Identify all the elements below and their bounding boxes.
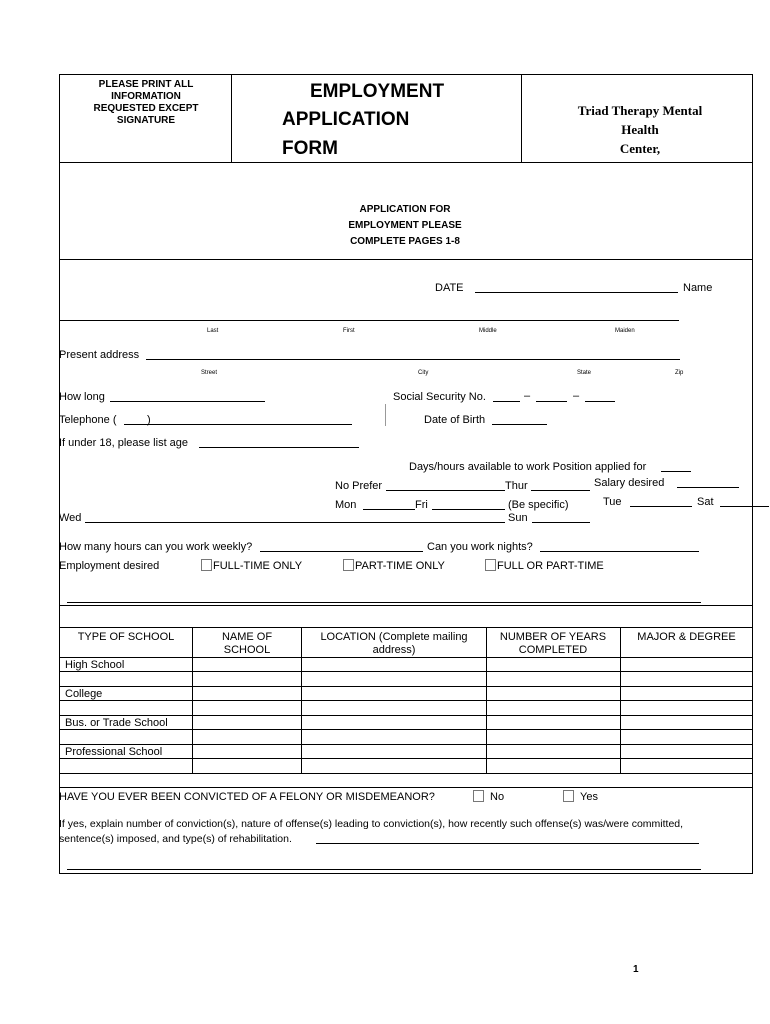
name-last: Last <box>207 328 219 334</box>
intro-line2: EMPLOYMENT PLEASE <box>348 220 462 231</box>
wed-label: Wed <box>59 512 82 524</box>
felony-explain-field[interactable] <box>316 843 699 844</box>
print-note: PLEASE PRINT ALL INFORMATION REQUESTED EXCEPT SIGNATURE <box>93 79 199 126</box>
header-major-degree: MAJOR & DEGREE <box>637 631 736 643</box>
fri-label: Fri <box>415 499 428 511</box>
felony-yes-checkbox[interactable] <box>563 790 574 802</box>
hours-weekly-label: How many hours can you work weekly? <box>59 541 253 553</box>
tue-label: Tue <box>603 496 622 508</box>
dob-field[interactable] <box>492 424 547 425</box>
telephone-close-paren: ) <box>147 414 151 426</box>
header-name-of-school: NAME OF SCHOOL <box>221 631 273 656</box>
table-top-line <box>59 627 753 628</box>
table-row-line <box>59 700 753 701</box>
sun-label: Sun <box>508 512 528 524</box>
page-number: 1 <box>633 964 639 975</box>
name-first: First <box>343 328 355 334</box>
felony-explain-line1: If yes, explain number of conviction(s), nature of offense(s) leading to conviction(s), how recently such offense(s) was/were committed, <box>59 818 684 830</box>
header-type-of-school: TYPE OF SCHOOL <box>77 631 175 643</box>
sat-field[interactable] <box>720 506 769 507</box>
address-city: City <box>418 370 429 376</box>
full-or-part-time-checkbox[interactable] <box>485 559 496 571</box>
under18-label: If under 18, please list age <box>59 437 189 449</box>
salary-label: Salary desired <box>594 477 665 489</box>
how-long-label: How long <box>59 391 105 403</box>
wed-field[interactable] <box>85 522 505 523</box>
position-field[interactable] <box>661 471 691 472</box>
full-time-checkbox[interactable] <box>201 559 212 571</box>
name-middle: Middle <box>479 328 497 334</box>
name-label: Name <box>683 282 713 294</box>
full-or-part-time-label: FULL OR PART-TIME <box>497 560 604 572</box>
table-row-line <box>59 758 753 759</box>
thur-field[interactable] <box>531 490 590 491</box>
felony-yes-label: Yes <box>580 791 598 803</box>
intro-bottom-line <box>59 259 753 260</box>
ssn-label: Social Security No. <box>393 391 486 403</box>
sun-field[interactable] <box>532 522 590 523</box>
felony-top-line <box>59 787 753 788</box>
tue-field[interactable] <box>630 506 692 507</box>
row-high-school: High School <box>65 659 125 671</box>
table-row-line <box>59 657 753 658</box>
header-location: LOCATION (Complete mailing address) <box>320 631 468 656</box>
nights-label: Can you work nights? <box>427 541 533 553</box>
name-field[interactable] <box>59 320 679 321</box>
fri-field[interactable] <box>432 509 505 510</box>
how-long-field[interactable] <box>110 401 265 402</box>
intro-line3: COMPLETE PAGES 1-8 <box>350 236 460 247</box>
address-label: Present address <box>59 349 140 361</box>
telephone-field[interactable] <box>151 424 352 425</box>
felony-question: HAVE YOU EVER BEEN CONVICTED OF A FELONY OR MISDEMEANOR? <box>59 791 435 803</box>
part-time-label: PART-TIME ONLY <box>355 560 445 572</box>
row-professional-school: Professional School <box>65 746 163 758</box>
salary-field[interactable] <box>677 487 739 488</box>
mon-field[interactable] <box>363 509 415 510</box>
hours-weekly-field[interactable] <box>260 551 423 552</box>
intro-line1: APPLICATION FOR <box>359 204 451 215</box>
name-maiden: Maiden <box>615 328 635 334</box>
days-hours-label: Days/hours available to work Position applied for <box>409 461 647 473</box>
mon-label: Mon <box>335 499 357 511</box>
org-name-line3: Center, <box>619 141 661 156</box>
felony-no-label: No <box>490 791 505 803</box>
no-prefer-label: No Prefer <box>335 480 383 492</box>
title-line3: FORM <box>282 138 338 159</box>
nights-field[interactable] <box>540 551 699 552</box>
address-state: State <box>577 370 592 376</box>
form-frame <box>59 74 753 874</box>
ssn-dash-2: – <box>573 390 580 402</box>
telephone-label: Telephone ( <box>59 414 117 426</box>
ssn-field-1[interactable] <box>493 401 520 402</box>
ssn-dash-1: – <box>524 390 531 402</box>
ssn-field-3[interactable] <box>585 401 615 402</box>
thur-label: Thur <box>505 480 528 492</box>
header-years-completed: NUMBER OF YEARS COMPLETED <box>499 631 607 656</box>
part-time-checkbox[interactable] <box>343 559 354 571</box>
date-label: DATE <box>435 282 464 294</box>
table-row-line <box>59 671 753 672</box>
address-field[interactable] <box>146 359 680 360</box>
employment-desired-label: Employment desired <box>59 560 160 572</box>
org-name-line1: Triad Therapy Mental <box>577 103 703 118</box>
title-line2: APPLICATION <box>282 109 410 130</box>
date-field[interactable] <box>475 292 678 293</box>
title-line1: EMPLOYMENT <box>310 81 445 102</box>
table-row-line <box>59 686 753 687</box>
felony-explain-field-2[interactable] <box>67 869 701 870</box>
felony-explain-line2: sentence(s) imposed, and type(s) of rehabilitation. <box>59 833 292 845</box>
org-name-line2: Health <box>621 122 659 137</box>
address-street: Street <box>201 370 218 376</box>
felony-no-checkbox[interactable] <box>473 790 484 802</box>
ssn-field-2[interactable] <box>536 401 567 402</box>
be-specific-label: (Be specific) <box>508 499 569 511</box>
org-box-left <box>521 74 522 163</box>
table-row-line <box>59 715 753 716</box>
table-row-line <box>59 773 753 774</box>
dob-label: Date of Birth <box>424 414 486 426</box>
address-zip: Zip <box>675 370 684 376</box>
table-row-line <box>59 744 753 745</box>
full-time-label: FULL-TIME ONLY <box>213 560 303 572</box>
telephone-divider <box>385 404 386 426</box>
no-prefer-field[interactable] <box>386 490 505 491</box>
sat-label: Sat <box>697 496 714 508</box>
under18-field[interactable] <box>199 447 359 448</box>
employment-extra-line[interactable] <box>67 602 701 603</box>
section-divider <box>59 605 753 606</box>
row-college: College <box>65 688 103 700</box>
row-trade-school: Bus. or Trade School <box>65 717 168 729</box>
